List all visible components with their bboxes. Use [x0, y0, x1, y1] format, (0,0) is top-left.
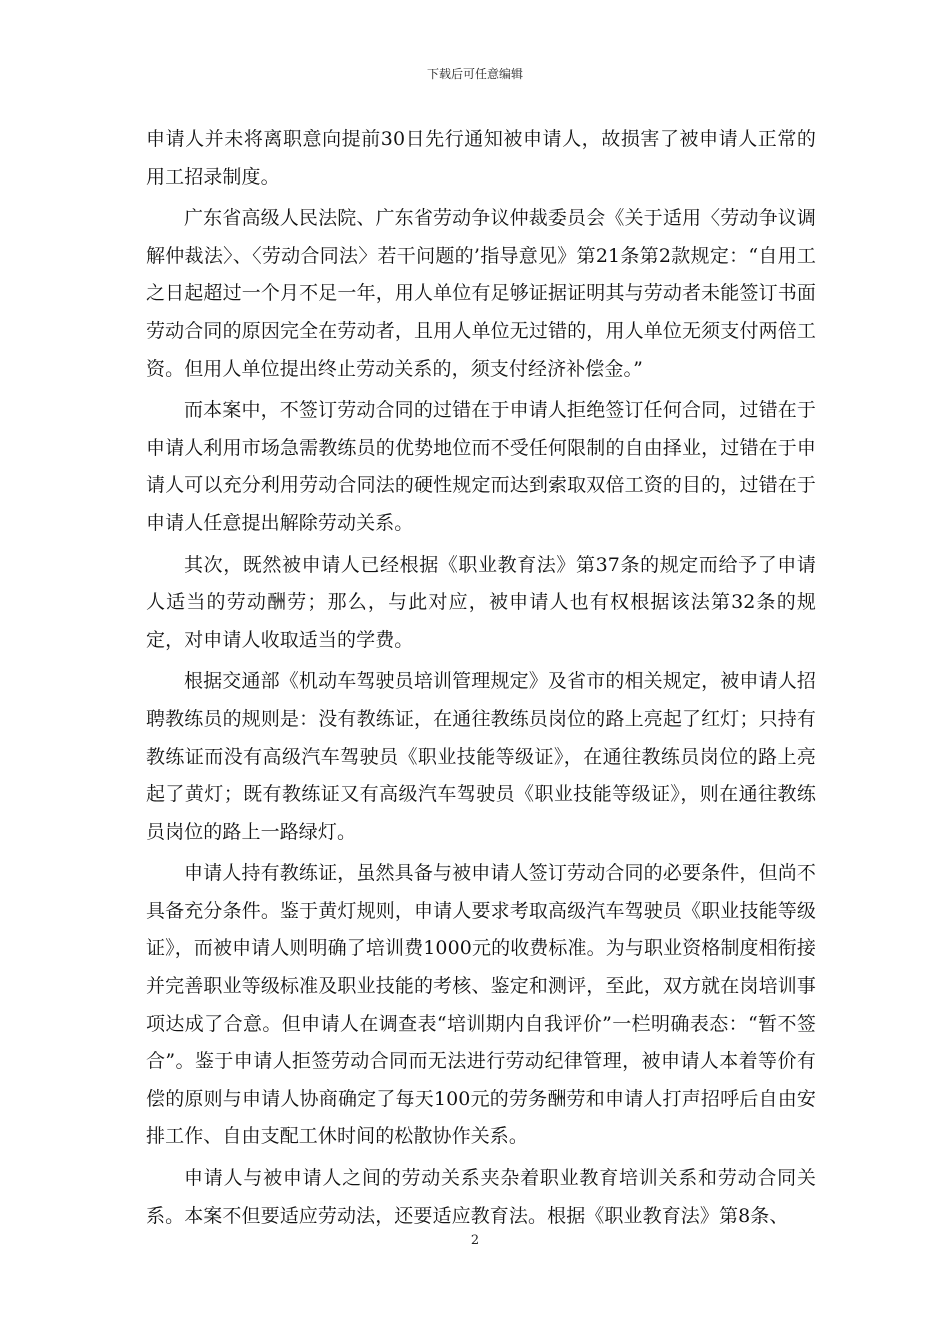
paragraph-legal-relationship: 申请人与被申请人之间的劳动关系夹杂着职业教育培训关系和劳动合同关系。本案不但要适应劳动法，还要适应教育法。根据《职业教育法》第8条、: [146, 1167, 816, 1227]
document-body: [146, 121, 816, 1239]
paragraph-training-agreement: 申请人持有教练证，虽然具备与被申请人签订劳动合同的必要条件，但尚不具备充分条件。鉴于黄灯规则，申请人要求考取高级汽车驾驶员《职业技能等级证》，而被申请人则明确了培训费1000元的收费标准。为与职业资格制度相衔接并完善职业等级标准及职业技能的考核、鉴定和测评，至此，双方就在岗培训事项达成了合意。但申请人在调查表“培训期内自我评价”一栏明确表态：“暂不签合”。鉴于申请人拒签劳动合同而无法进行劳动纪律管理，被申请人本着等价有偿的原则与申请人协商确定了每天100元的劳务酬劳和申请人打声招呼后自由安排工作、自由支配工休时间的松散协作关系。: [146, 862, 816, 1148]
paragraph-fault-analysis: 而本案中，不签订劳动合同的过错在于申请人拒绝签订任何合同，过错在于申请人利用市场急需教练员的优势地位而不受任何限制的自由择业，过错在于申请人可以充分利用劳动合同法的硬性规定而达到索取双倍工资的目的，过错在于申请人任意提出解除劳动关系。: [146, 399, 816, 534]
page-header: 下载后可任意编辑: [426, 67, 523, 81]
page-number: 2: [470, 1233, 480, 1248]
paragraph-recruitment-rules: 根据交通部《机动车驾驶员培训管理规定》及省市的相关规定，被申请人招聘教练员的规则是：没有教练证，在通往教练员岗位的路上亮起了红灯；只持有教练证而没有高级汽车驾驶员《职业技能等级证》，在通往教练员岗位的路上亮起了黄灯；既有教练证又有高级汽车驾驶员《职业技能等级证》，则在通往教练员岗位的路上一路绿灯。: [146, 670, 816, 843]
paragraph-guidance-opinion: 广东省高级人民法院、广东省劳动争议仲裁委员会《关于适用〈劳动争议调解仲裁法〉、〈劳动合同法〉若干问题的’指导意见》第21条第2款规定：“自用工之日起超过一个月不足一年，用人单位有足够证据证明其与劳动者未能签订书面劳动合同的原因完全在劳动者，且用人单位无过错的，用人单位无须支付两倍工资。但用人单位提出终止劳动关系的，须支付经济补偿金。”: [146, 207, 816, 380]
paragraph-tuition: 其次，既然被申请人已经根据《职业教育法》第37条的规定而给予了申请人适当的劳动酬劳；那么，与此对应，被申请人也有权根据该法第32条的规定，对申请人收取适当的学费。: [146, 553, 816, 651]
paragraph-continuation: 申请人并未将离职意向提前30日先行通知被申请人，故损害了被申请人正常的用工招录制度。: [146, 128, 816, 188]
